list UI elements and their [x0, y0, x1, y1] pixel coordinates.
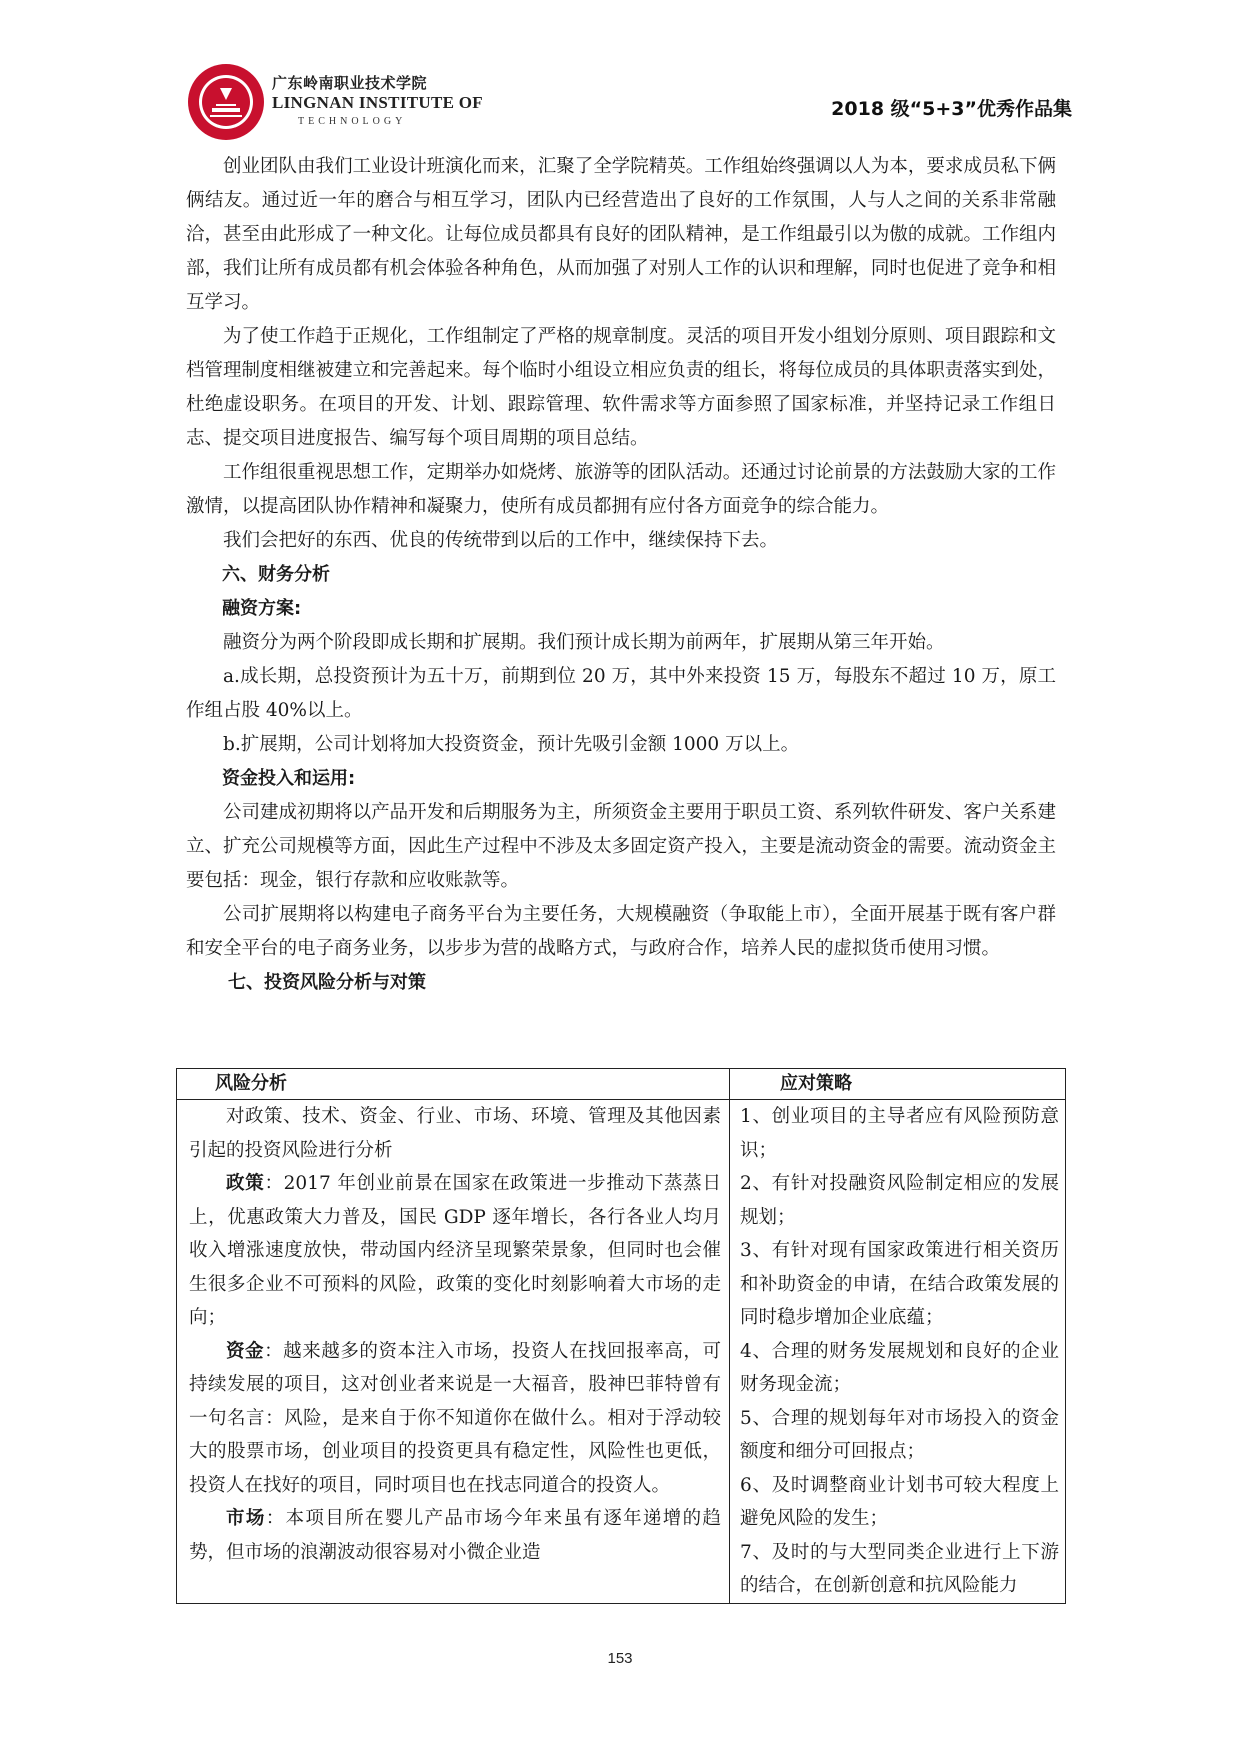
team-paragraph-4: 我们会把好的东西、优良的传统带到以后的工作中，继续保持下去。 [223, 530, 779, 551]
financing-item-a: a.成长期，总投资预计为五十万，前期到位 20 万，其中外来投资 15 万，每股东不超过 10 万，原工作组占股 40%以上。 [186, 666, 1056, 721]
strategy-item: 1、创业项目的主导者应有风险预防意识； [740, 1106, 1059, 1161]
capital-paragraph-1: 公司建成初期将以产品开发和后期服务为主，所须资金主要用于职员工资、系列软件研发、客户关系建立、扩充公司规模等方面，因此生产过程中不涉及太多固定资产投入，主要是流动资金的需要。流动资金主要包括：现金，银行存款和应收账款等。 [186, 802, 1056, 891]
risk-table-row [177, 1100, 1066, 1604]
school-name-en-2: TECHNOLOGY [298, 116, 407, 127]
market-risk [189, 1502, 721, 1569]
policy-risk [189, 1167, 721, 1335]
capital-risk [189, 1335, 721, 1503]
policy-label: 政策 [226, 1173, 265, 1194]
risk-analysis-header: 风险分析 [177, 1069, 730, 1100]
strategy-item: 3、有针对现有国家政策进行相关资历和补助资金的申请，在结合政策发展的同时稳步增加企业底蕴； [740, 1240, 1059, 1328]
school-name-en: LINGNAN INSTITUTE OF [272, 93, 483, 112]
strategy-item: 2、有针对投融资风险制定相应的发展规划； [740, 1173, 1059, 1228]
market-text: ：本项目所在婴儿产品市场今年来虽有逐年递增的趋势，但市场的浪潮波动很容易对小微企业造 [189, 1508, 721, 1563]
school-name-cn: 广东岭南职业技术学院 [272, 74, 428, 92]
strategy-cell [730, 1100, 1066, 1604]
strategy-header: 应对策略 [730, 1069, 1066, 1100]
team-paragraph-1: 创业团队由我们工业设计班演化而来，汇聚了全学院精英。工作组始终强调以人为本，要求成员私下俩俩结友。通过近一年的磨合与相互学习，团队内已经营造出了良好的工作氛围，人与人之间的关系非常融洽，甚至由此形成了一种文化。让每位成员都具有良好的团队精神，是工作组最引以为傲的成就。工作组内部，我们让所有成员都有机会体验各种角色，从而加强了对别人工作的认识和理解，同时也促进了竞争和相互学习。 [186, 156, 1056, 313]
team-paragraph-2: 为了使工作趋于正规化，工作组制定了严格的规章制度。灵活的项目开发小组划分原则、项目跟踪和文档管理制度相继被建立和完善起来。每个临时小组设立相应负责的组长，将每位成员的具体职责落实到处，杜绝虚设职务。在项目的开发、计划、跟踪管理、软件需求等方面参照了国家标准，并坚持记录工作组日志、提交项目进度报告、编写每个项目周期的项目总结。 [186, 326, 1056, 449]
strategy-item: 6、及时调整商业计划书可较大程度上避免风险的发生； [740, 1474, 1059, 1529]
capital-label: 资金 [226, 1340, 265, 1362]
risk-analysis-cell [177, 1100, 730, 1604]
page-number: 153 [607, 1650, 633, 1667]
collection-title: 2018 级“5+3”优秀作品集 [831, 98, 1072, 120]
team-paragraph-3: 工作组很重视思想工作，定期举办如烧烤、旅游等的团队活动。还通过讨论前景的方法鼓励大家的工作激情，以提高团队协作精神和凝聚力，使所有成员都拥有应付各方面竞争的综合能力。 [186, 462, 1056, 517]
section-7-title: 七、投资风险分析与对策 [228, 972, 426, 993]
market-label: 市场 [226, 1508, 266, 1529]
school-logo-icon [186, 62, 266, 142]
risk-table-header [177, 1069, 1066, 1100]
page-header [0, 0, 1240, 150]
capital-paragraph-2: 公司扩展期将以构建电子商务平台为主要任务，大规模融资（争取能上市），全面开展基于既有客户群和安全平台的电子商务业务，以步步为营的战略方式，与政府合作，培养人民的虚拟货币使用习惯。 [186, 904, 1056, 959]
financing-item-b: b.扩展期，公司计划将加大投资资金，预计先吸引金额 1000 万以上。 [223, 734, 800, 755]
page-body [186, 150, 1056, 1000]
policy-text: ：2017 年创业前景在国家在政策进一步推动下蒸蒸日上，优惠政策大力普及，国民 GDP 逐年增长，各行各业人均月收入增涨速度放快，带动国内经济呈现繁荣景象，但同时也会催生很多企业不可预料的风险，政策的变化时刻影响着大市场的走向； [189, 1173, 721, 1328]
strategy-item: 7、及时的与大型同类企业进行上下游的结合，在创新创意和抗风险能力 [740, 1541, 1059, 1596]
strategy-item: 4、合理的财务发展规划和良好的企业财务现金流； [740, 1340, 1059, 1395]
financing-paragraph: 融资分为两个阶段即成长期和扩展期。我们预计成长期为前两年，扩展期从第三年开始。 [223, 632, 945, 653]
capital-heading: 资金投入和运用: [222, 768, 356, 789]
strategy-item: 5、合理的规划每年对市场投入的资金额度和细分可回报点； [740, 1407, 1059, 1462]
financing-heading: 融资方案: [222, 598, 302, 619]
capital-text: ：越来越多的资本注入市场，投资人在找回报率高，可持续发展的项目，这对创业者来说是一大福音，股神巴菲特曾有一句名言：风险，是来自于你不知道你在做什么。相对于浮动较大的股票市场，创业项目的投资更具有稳定性，风险性也更低，投资人在找好的项目，同时项目也在找志同道合的投资人。 [189, 1340, 721, 1496]
risk-intro: 对政策、技术、资金、行业、市场、环境、管理及其他因素引起的投资风险进行分析 [189, 1106, 721, 1161]
section-6-title: 六、财务分析 [222, 564, 330, 585]
risk-table [176, 1068, 1066, 1604]
